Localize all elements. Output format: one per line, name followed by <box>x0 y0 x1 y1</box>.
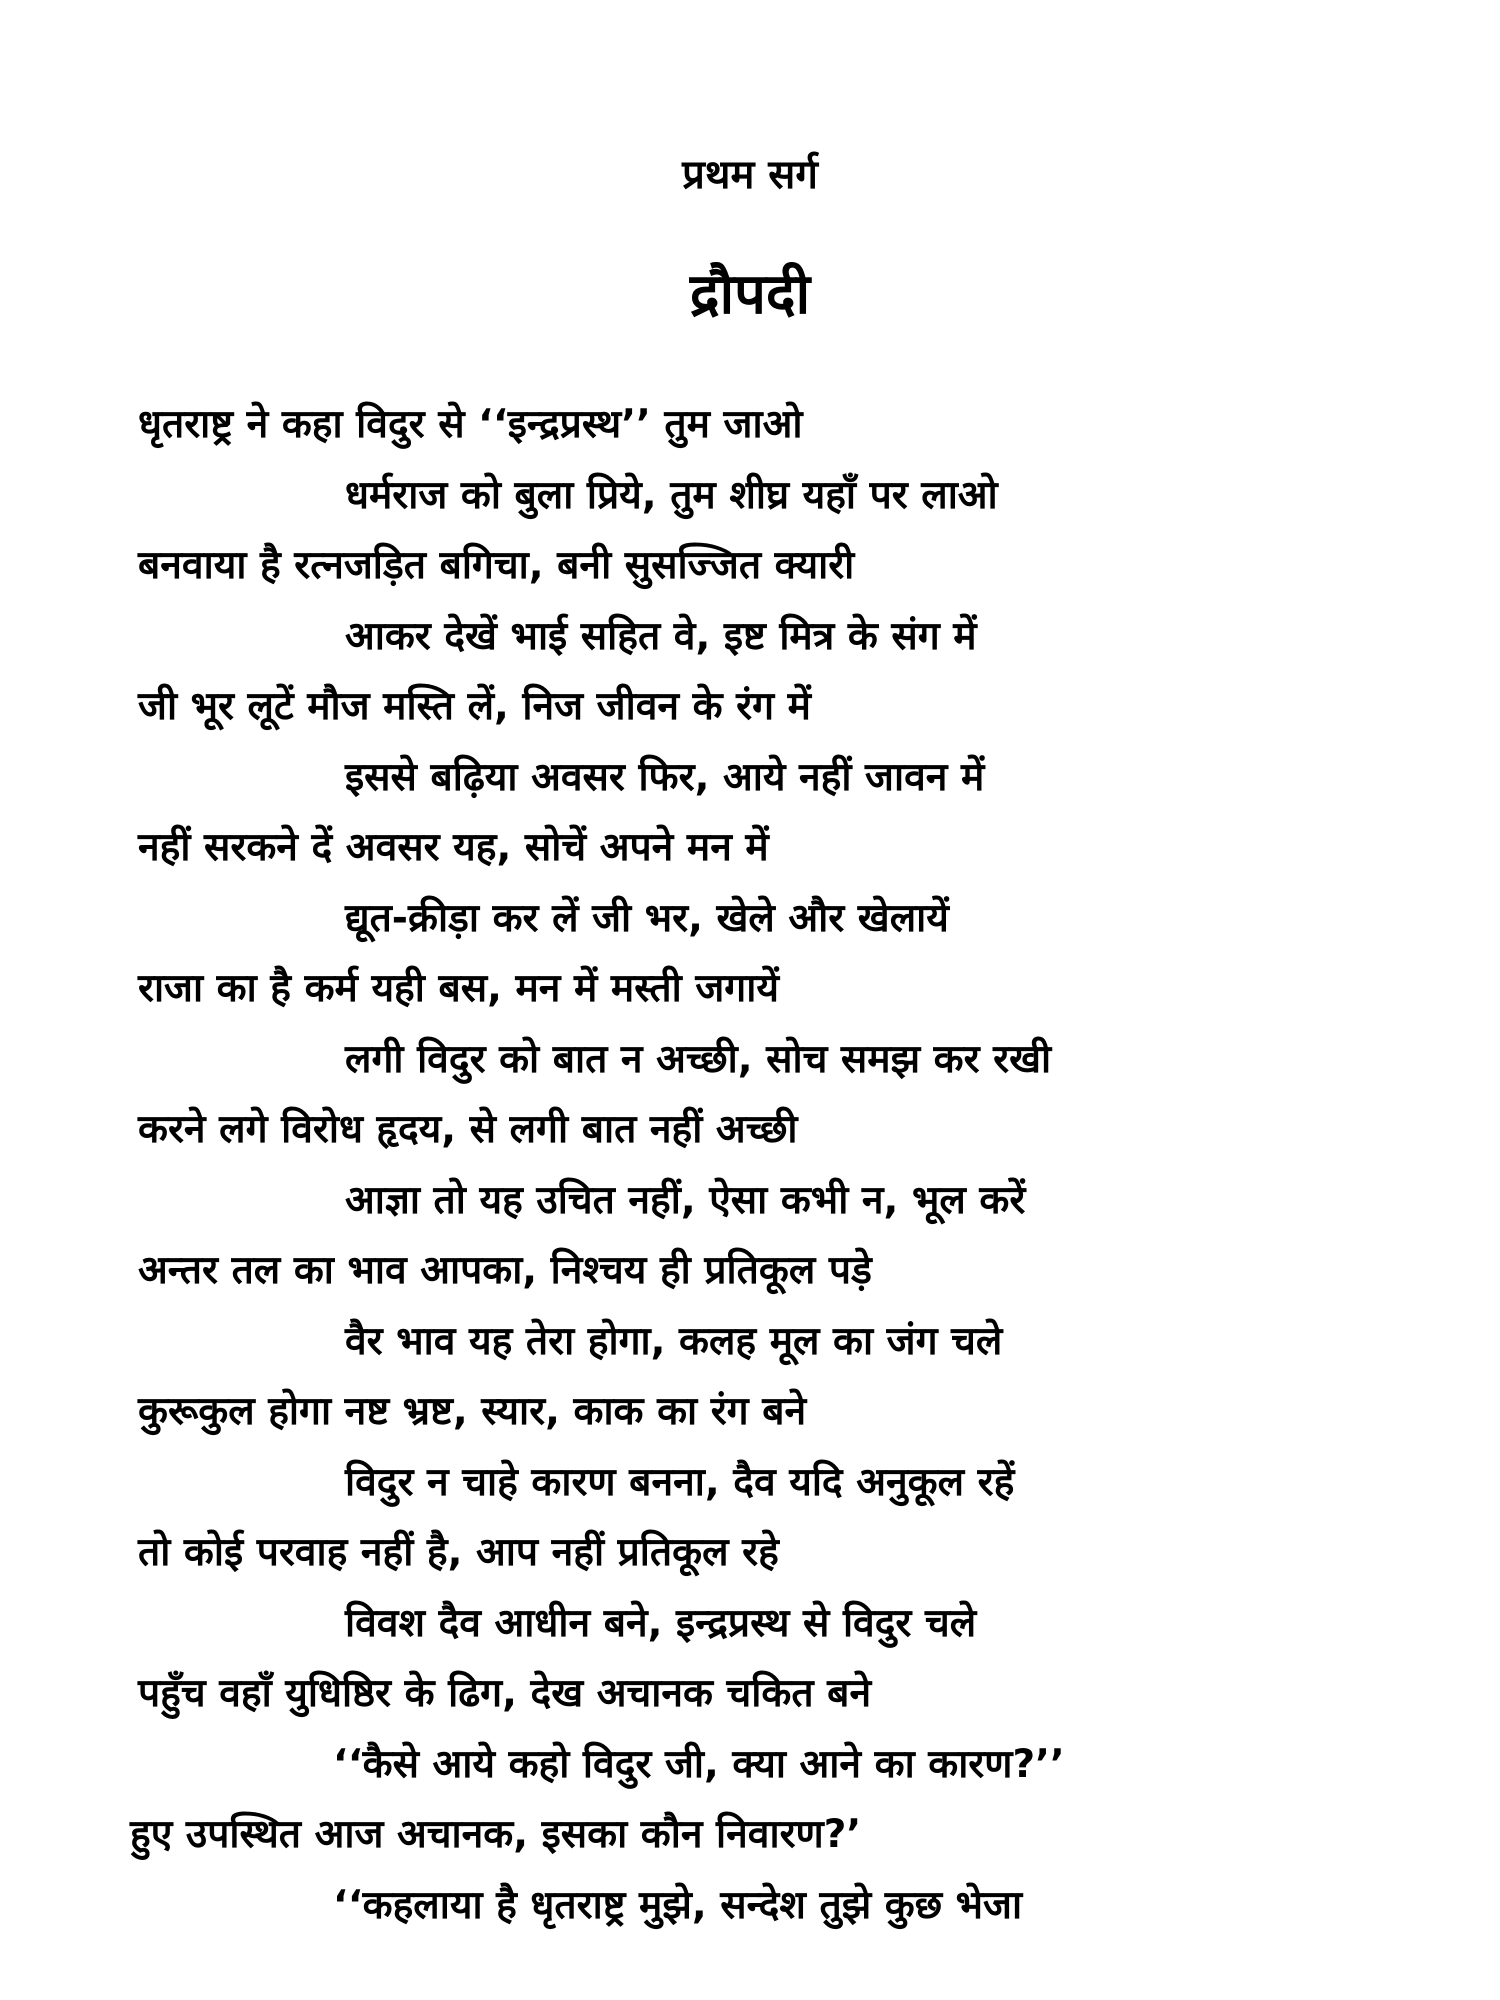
section-label: प्रथम सर्ग <box>682 152 818 198</box>
verse-line: राजा का है कर्म यही बस, मन में मस्ती जगायें <box>138 966 779 1011</box>
verse-line: द्यूत-क्रीड़ा कर लें जी भर, खेले और खेलायें <box>345 895 949 941</box>
verse-line: हुए उपस्थित आज अचानक, इसका कौन निवारण?’ <box>130 1812 862 1857</box>
verse-line: धर्मराज को बुला प्रिये, तुम शीघ्र यहाँ पर लाओ <box>345 472 998 518</box>
verse-line: लगी विदुर को बात न अच्छी, सोच समझ कर रखी <box>345 1036 1052 1082</box>
verse-line: कुरूकुल होगा नष्ट भ्रष्ट, स्यार, काक का रंग बने <box>138 1389 807 1434</box>
verse-line: ‘‘कहलाया है धृतराष्ट्र मुझे, सन्देश तुझे कुछ भेजा <box>333 1882 1023 1928</box>
verse-line: करने लगे विरोध हृदय, से लगी बात नहीं अच्छी <box>138 1107 798 1152</box>
verse-line: वैर भाव यह तेरा होगा, कलह मूल का जंग चले <box>345 1318 1003 1364</box>
verse-line: पहुँच वहाँ युधिष्ठिर के ढिग, देख अचानक चकित बने <box>138 1671 872 1716</box>
verse-line: धृतराष्ट्र ने कहा विदुर से ‘‘इन्द्रप्रस्थ’’ तुम जाओ <box>138 402 803 447</box>
verse-line: आकर देखें भाई सहित वे, इष्ट मित्र के संग में <box>345 613 977 659</box>
chapter-title: द्रौपदी <box>689 262 811 327</box>
verse-line: अन्तर तल का भाव आपका, निश्चय ही प्रतिकूल पड़े <box>138 1248 872 1293</box>
verse-line: आज्ञा तो यह उचित नहीं, ऐसा कभी न, भूल करें <box>345 1177 1026 1223</box>
verse-line: विवश दैव आधीन बने, इन्द्रप्रस्थ से विदुर चले <box>345 1600 977 1646</box>
verse-line: बनवाया है रत्नजड़ित बगिचा, बनी सुसज्जित क्यारी <box>138 543 855 588</box>
verse-line: नहीं सरकने दें अवसर यह, सोचें अपने मन में <box>138 825 769 870</box>
verse-line: विदुर न चाहे कारण बनना, दैव यदि अनुकूल रहें <box>345 1459 1015 1505</box>
verse-line: इससे बढ़िया अवसर फिर, आये नहीं जावन में <box>345 754 985 800</box>
verse-line: तो कोई परवाह नहीं है, आप नहीं प्रतिकूल रहे <box>138 1530 779 1575</box>
verse-block <box>0 390 1500 1941</box>
verse-line: जी भूर लूटें मौज मस्ति लें, निज जीवन के रंग में <box>138 684 811 729</box>
verse-line: ‘‘कैसे आये कहो विदुर जी, क्या आने का कारण?’’ <box>333 1741 1065 1787</box>
